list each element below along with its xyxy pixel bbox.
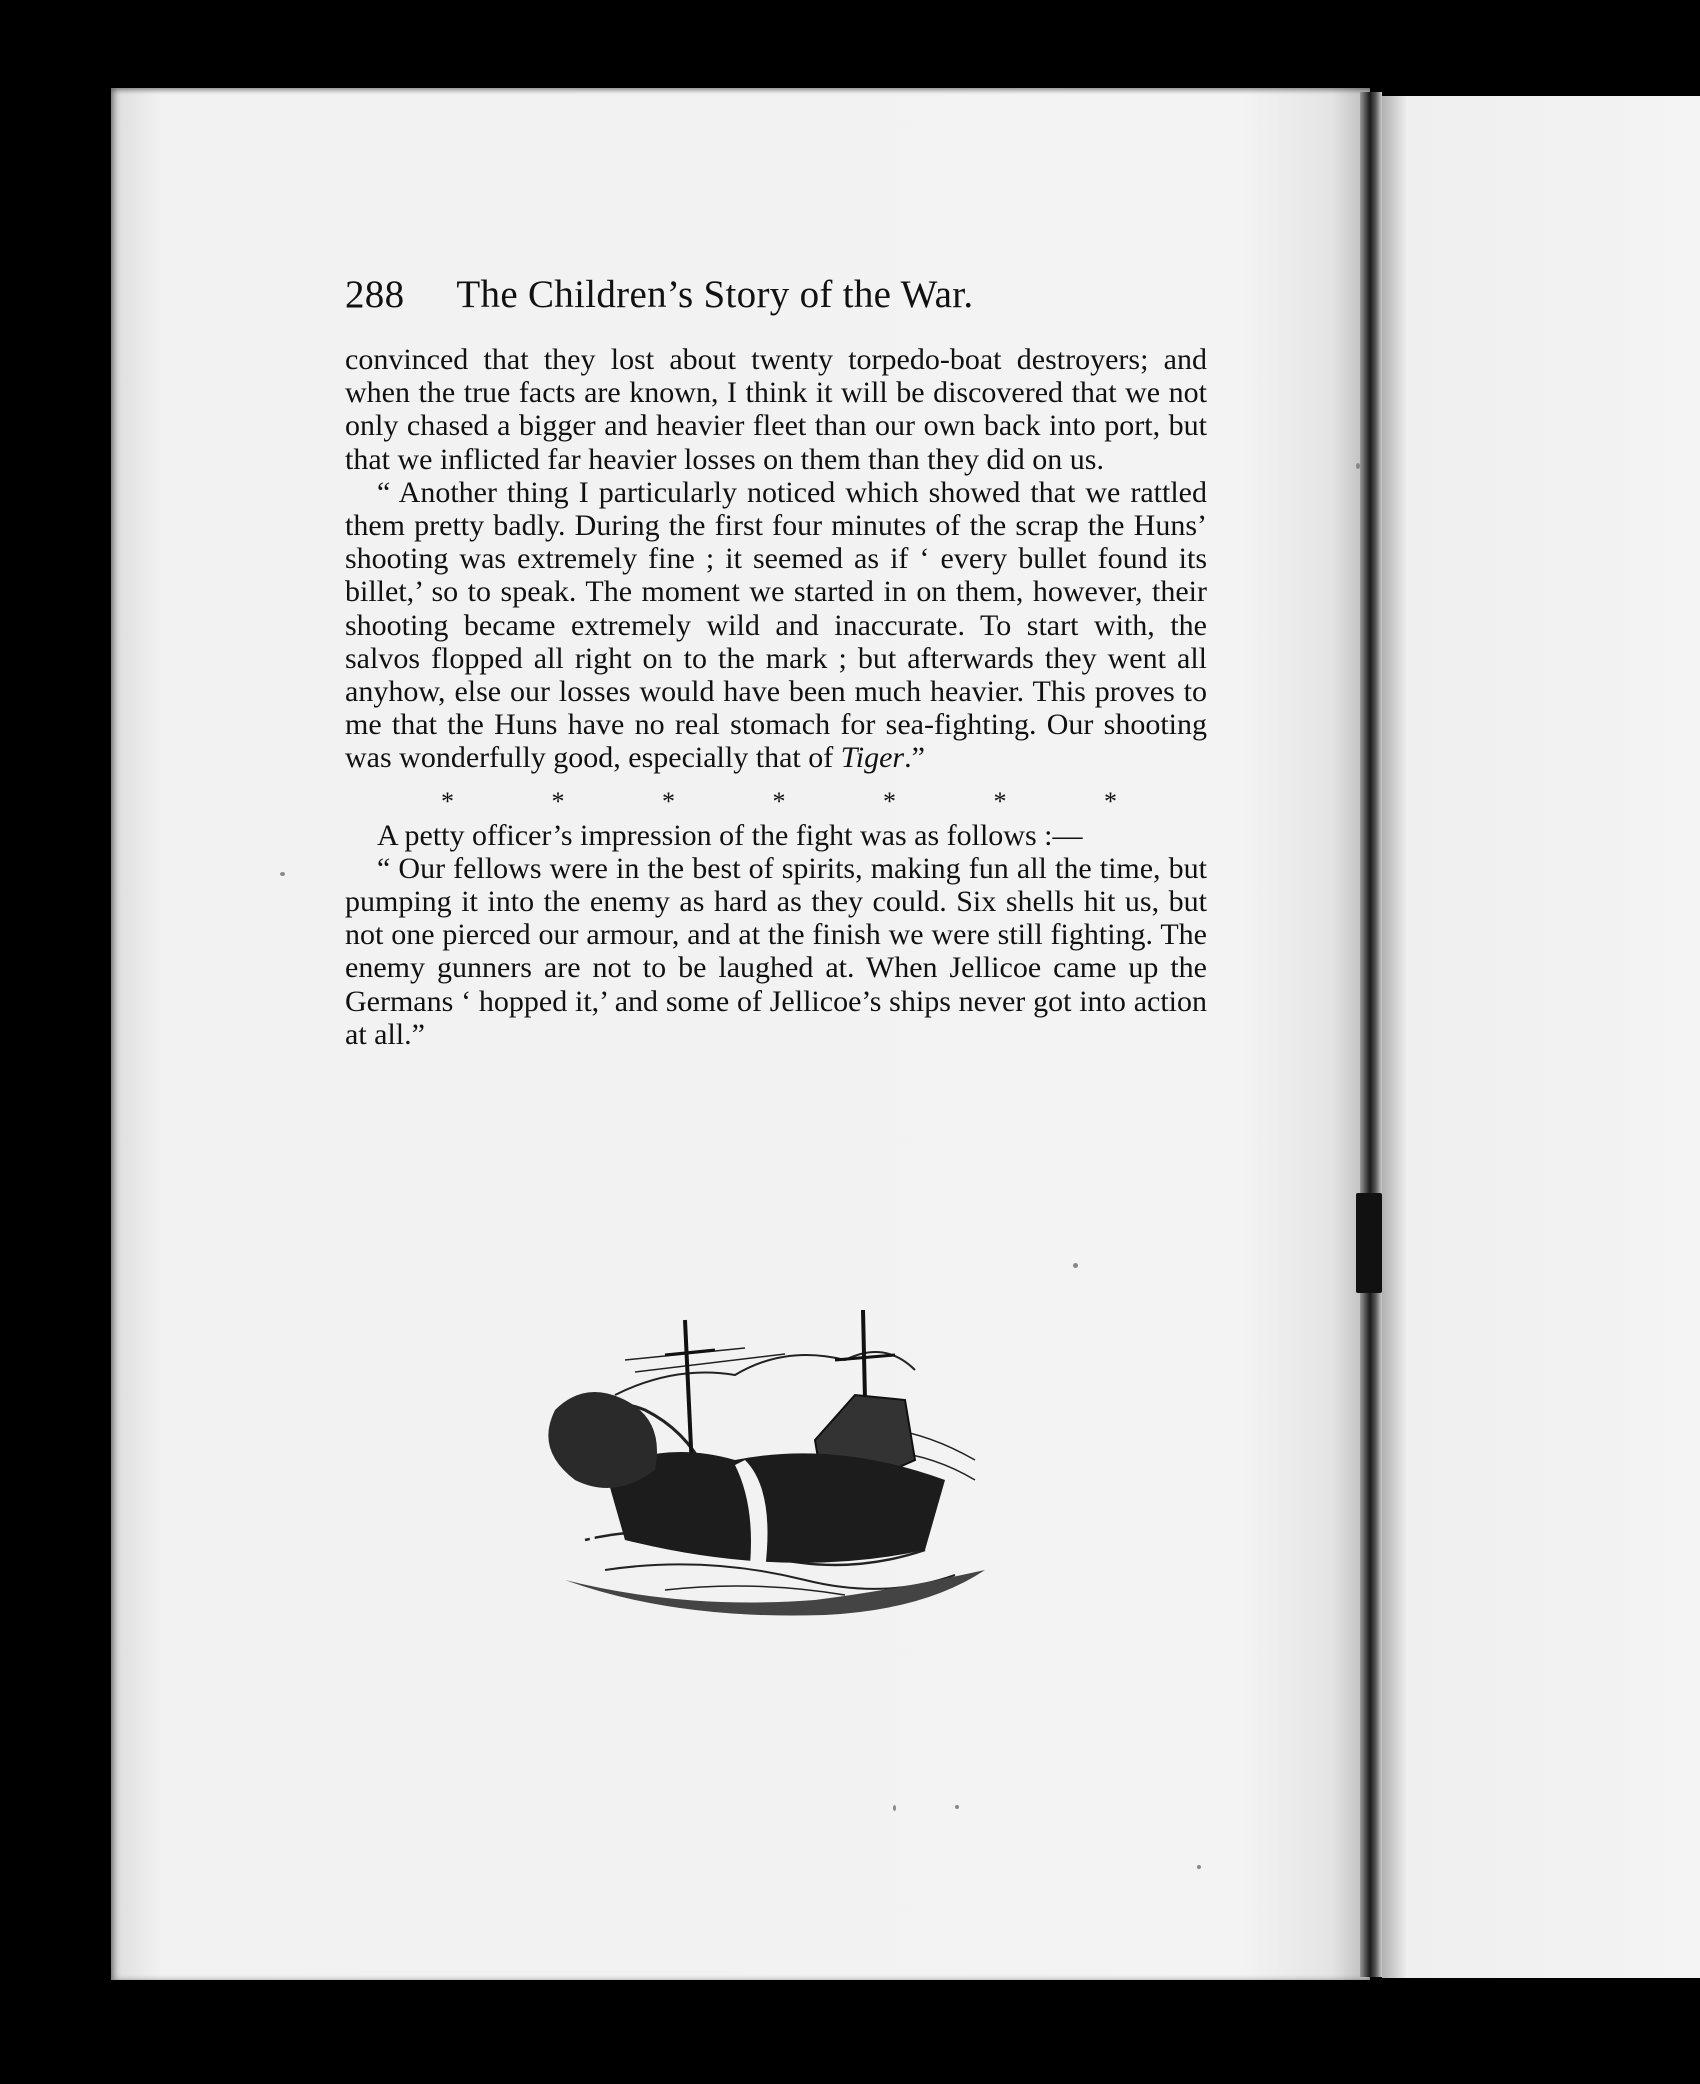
paper-speck	[955, 1805, 959, 1809]
star: *	[993, 786, 1007, 816]
section-break-stars	[441, 785, 1117, 819]
ship-name-tiger: Tiger	[840, 741, 905, 775]
star: *	[441, 786, 454, 816]
paragraph-1: convinced that they lost about twenty torpedo-boat destroyers; and when the true facts are known, I think it will be discovered that we not only chased a bigger and heavier fleet than our own back into port, but that we inflicted far heavier losses on them than they did on us.	[345, 343, 1207, 476]
paragraph-2	[345, 476, 1207, 775]
running-title: The Children’s Story of the War.	[456, 273, 974, 316]
paper-speck	[1197, 1865, 1201, 1869]
paper-speck	[1356, 463, 1360, 469]
star: *	[1104, 786, 1117, 816]
paragraph-3: A petty officer’s impression of the fight was as follows :—	[377, 818, 1083, 852]
paper-speck	[1073, 1263, 1078, 1268]
page-header	[345, 272, 1245, 317]
right-page	[1382, 96, 1700, 1978]
body-text	[345, 343, 1207, 1051]
binding-clip	[1356, 1193, 1382, 1293]
paper-speck	[280, 872, 285, 876]
star: *	[662, 786, 675, 816]
paper-speck	[893, 1805, 896, 1811]
page-number: 288	[345, 273, 405, 316]
star: *	[772, 786, 786, 816]
paragraph-2-end: .”	[904, 741, 925, 775]
warship-illustration	[545, 1300, 1010, 1620]
paragraph-2-text: “ Another thing I particularly noticed which showed that we rattled them pretty badly. During the first four minutes of the scrap the Huns’ shooting was extremely fine ; it seemed as if ‘ every bullet found its billet,’ so to speak. The moment we started in on them, however, their shooting became extremely wild and inaccurate. To start with, the salvos flopped all right on to the mark ; but afterwards they went all anyhow, else our losses would have been much heavier. This proves to me that the Huns have no real stomach for sea-fighting. Our shooting was wonderfully good, especially that of	[345, 475, 1207, 775]
star: *	[883, 786, 896, 816]
star: *	[551, 786, 565, 816]
book-gutter	[1360, 92, 1382, 1977]
paragraph-4: “ Our fellows were in the best of spirits, making fun all the time, but pumping it into the enemy as hard as they could. Six shells hit us, but not one pierced our armour, and at the finish we were still fighting. The enemy gunners are not to be laughed at. When Jellicoe came up the Germans ‘ hopped it,’ and some of Jellicoe’s ships never got into action at all.”	[345, 851, 1207, 1051]
